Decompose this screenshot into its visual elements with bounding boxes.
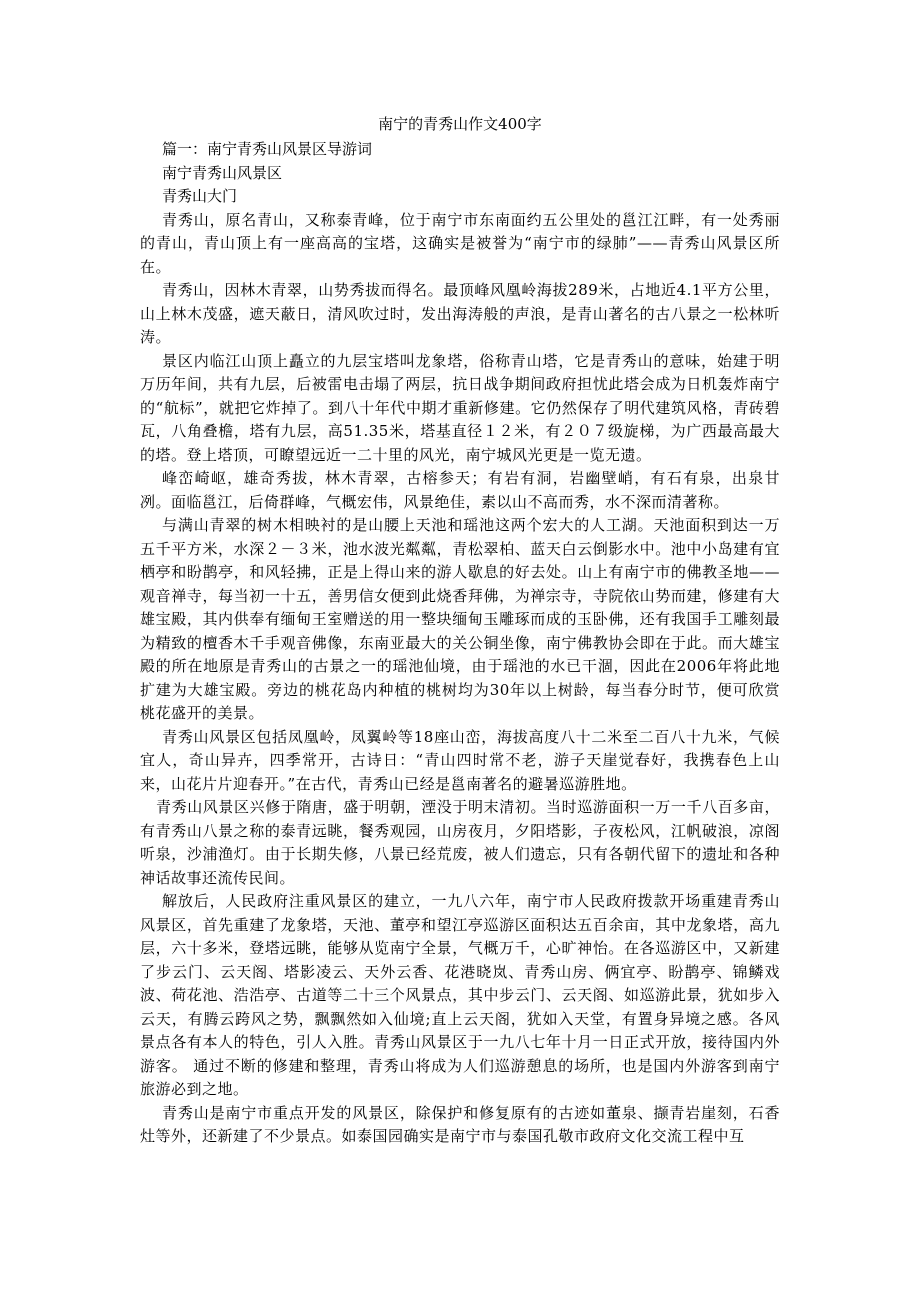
paragraph-development: 青秀山是南宁市重点开发的风景区，除保护和修复原有的古迹如董泉、撷青岩崖刻，石香灶等外，还新建了不少景点。如泰国园确实是南宁市与泰国孔敬市政府文化交流工程中互 [140,1103,780,1145]
paragraph-scenery: 峰峦崎岖，雄奇秀拔，林木青翠，古榕参天；有岩有洞，岩幽壁峭，有石有泉，出泉甘冽。面临邕江，后倚群峰，气概宏伟，风景绝佳，素以山不高而秀，水不深而清著称。 [140,469,780,511]
paragraph-intro: 青秀山，原名青山，又称泰青峰，位于南宁市东南面约五公里处的邕江江畔，有一处秀丽的青山，青山顶上有一座高高的宝塔，这确实是被誉为“南宁市的绿肺”——青秀山风景区所在。 [140,210,780,276]
section-heading: 篇一：南宁青秀山风景区导游词 [162,140,373,158]
document-page [140,112,780,1149]
paragraph-mountains: 青秀山风景区包括凤凰岭，凤翼岭等18座山峦，海拔高度八十二米至二百八十九米，气候宜人，奇山异卉，四季常开，古诗日：“青山四时常不老，游子天崖觉春好，我携春色上山来，山花片片迎春开。”在古代，青秀山已经是邕南著名的避暑巡游胜地。 [140,727,780,793]
paragraph-name-origin: 青秀山，因林木青翠，山势秀拔而得名。最顶峰风凰岭海拔289米，占地近4.1平方公里，山上林木茂盛，遮天蔽日，清风吹过时，发出海涛般的声浪，是青山著名的古八景之一松林听涛。 [140,281,780,346]
paragraph-history: 青秀山风景区兴修于隋唐，盛于明朝，湮没于明末清初。当时巡游面积一万一千八百多亩，有青秀山八景之称的泰青远眺，餐秀观园，山房夜月，夕阳塔影，子夜松风，江帆破浪，凉阁听泉，沙浦渔灯。由于长期失修，八景已经荒废，被人们遗忘，只有各朝代留下的遗址和各种神话故事还流传民间。 [140,798,780,887]
paragraph-pagoda: 景区内临江山顶上矗立的九层宝塔叫龙象塔，俗称青山塔，它是青秀山的意味，始建于明万历年间，共有九层，后被雷电击塌了两层，抗日战争期间政府担忧此塔会成为日机轰炸南宁的“航标”，就把它炸掉了。到八十年代中期才重新修建。它仍然保存了明代建筑风格，青砖碧瓦，八角叠檐，塔有九层，高51.35米，塔基直径１２米，有２０７级旋梯，为广西最高最大的塔。登上塔顶，可瞭望远近一二十里的风光，南宁城风光更是一览无遗。 [140,351,780,464]
section-subheading-gate: 青秀山大门 [162,187,238,205]
document-title: 南宁的青秀山作文400字 [378,115,542,133]
section-subheading: 南宁青秀山风景区 [162,163,283,182]
paragraph-lakes-temple: 与满山青翠的树木相映衬的是山腰上天池和瑶池这两个宏大的人工湖。天池面积到达一万五千平方米，水深２－３米，池水波光粼粼，青松翠柏、蓝天白云倒影水中。池中小岛建有宜栖亭和盼鹊亭，和风轻拂，正是上得山来的游人歇息的好去处。山上有南宁市的佛教圣地——观音禅寺，每当初一十五，善男信女便到此烧香拜佛，为禅宗寺，寺院依山势而建，修建有大雄宝殿，其内供奉有缅甸王室赠送的用一整块缅甸玉雕琢而成的玉卧佛，还有我国手工雕刻最为精致的檀香木千手观音佛像，东南亚最大的关公铜坐像，南宁佛教协会即在于此。而大雄宝殿的所在地原是青秀山的古景之一的瑶池仙境，由于瑶池的水已干涸，因此在2006年将此地扩建为大雄宝殿。旁边的桃花岛内种植的桃树均为30年以上树龄，每当春分时节，便可欣赏桃花盛开的美景。 [140,516,780,722]
paragraph-rebuild: 解放后，人民政府注重风景区的建立，一九八六年，南宁市人民政府拨款开场重建青秀山风景区，首先重建了龙象塔，天池、董亭和望江亭巡游区面积达五百余亩，其中龙象塔，高九层，六十多米，登塔远眺，能够从览南宁全景，气概万千，心旷神怡。在各巡游区中，又新建了步云门、云天阁、塔影凌云、天外云香、花港晓岚、青秀山房、俩宜亭、盼鹊亭、锦鳞戏波、荷花池、浩浩亭、古道等二十三个风景点，其中步云门、云天阁、如巡游此景，犹如步入云天，有腾云跨风之势，飘飘然如入仙境;直上云天阁，犹如入天堂，有置身异境之感。各风景点各有本人的特色，引人入胜。青秀山风景区于一九八七年十月一日正式开放，接待国内外游客。 通过不断的修建和整理，青秀山将成为人们巡游憩息的场所，也是国内外游客到南宁旅游必到之地。 [140,892,780,1098]
